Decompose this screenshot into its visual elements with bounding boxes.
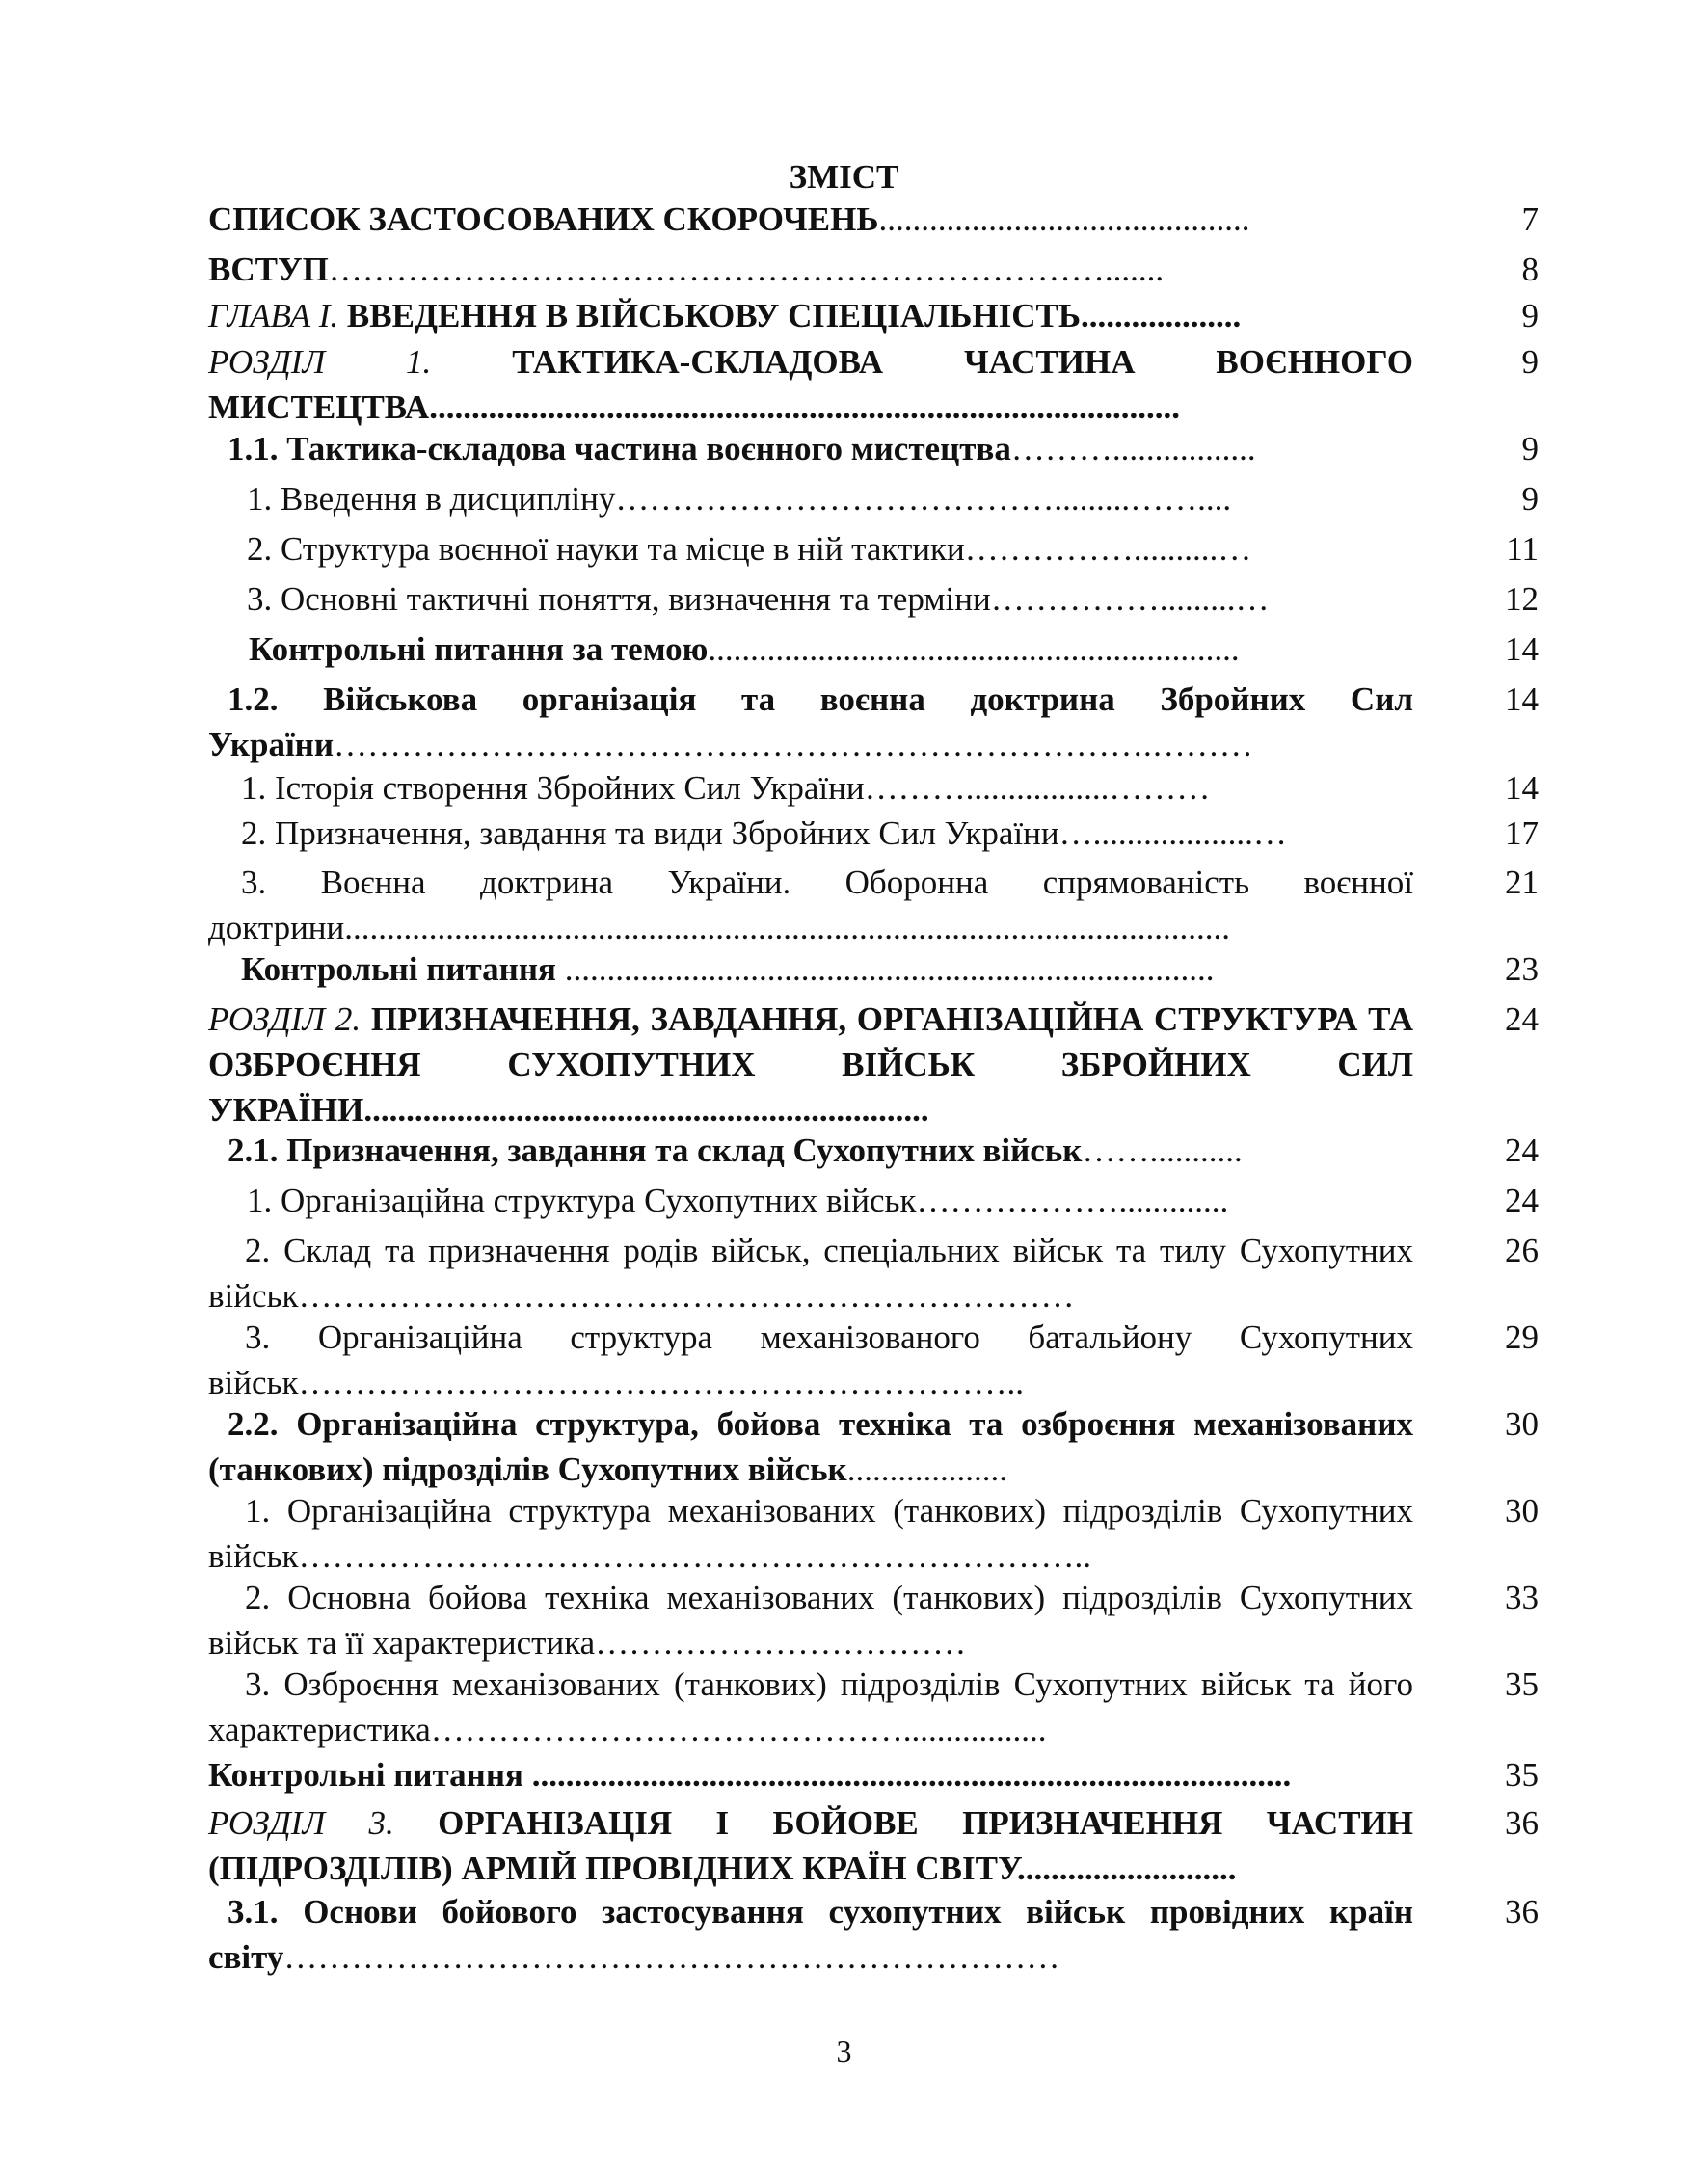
toc-entry: [241, 811, 1539, 856]
toc-leader-dots: ……………………………: [595, 1624, 967, 1662]
toc-entry: [247, 476, 1539, 521]
toc-entry-text: ТАКТИКА-СКЛАДОВА ЧАСТИНА ВОЄННОГО МИСТЕЦТВА: [208, 343, 1413, 426]
toc-entry-text: Контрольні питання: [208, 1756, 523, 1794]
toc-entry-text: Контрольні питання: [241, 950, 556, 988]
toc-page-number: 33: [1505, 1579, 1539, 1616]
toc-entry-lead: РОЗДІЛ 2.: [208, 1000, 362, 1038]
toc-entry-lead: ГЛАВА І.: [208, 297, 339, 334]
toc-entry: [208, 1662, 1539, 1752]
toc-page-number: 17: [1505, 814, 1539, 852]
toc-entry-text: 3. Організаційна структура механізованого батальйону Сухопутних військ: [208, 1318, 1413, 1401]
toc-entry: [208, 197, 1539, 242]
toc-entry-text: 3. Воєнна доктрина України. Оборонна спрямованість воєнної доктрини: [208, 864, 1413, 946]
toc-entry: [208, 1889, 1539, 1980]
toc-entry-text: 3. Основні тактичні поняття, визначення та терміни: [247, 580, 991, 618]
toc-page-number: 35: [1505, 1756, 1539, 1794]
toc-leader-dots: …...................…: [1058, 814, 1287, 852]
toc-entry-text: 2.2. Організаційна структура, бойова техніка та озброєння механізованих (танкових) підрозділів Сухопутних військ: [208, 1405, 1413, 1488]
toc-leader-dots: ..........................................................................................: [522, 1756, 1292, 1794]
toc-entry-text: 2.1. Призначення, завдання та склад Сухопутних військ: [228, 1132, 1083, 1169]
toc-page-number: 26: [1505, 1232, 1539, 1269]
toc-leader-dots: …………….........…: [990, 580, 1270, 618]
toc-leader-dots: ……….................: [1010, 430, 1256, 467]
page-number: 3: [836, 2034, 852, 2068]
toc-page-number: 30: [1505, 1405, 1539, 1443]
toc-leader-dots: ...................: [1080, 297, 1242, 334]
toc-page-number: 8: [1521, 251, 1539, 288]
toc-page-number: 9: [1521, 480, 1539, 518]
toc-leader-dots: .............................................................................: [555, 950, 1215, 988]
toc-page-number: 36: [1505, 1804, 1539, 1842]
toc-leader-dots: ……….................………: [864, 769, 1211, 807]
toc-entry-text: Контрольні питання за темою: [249, 630, 709, 668]
toc-leader-dots: ……………………………………………………………..: [298, 1537, 1091, 1575]
toc-entry-text: 2. Склад та призначення родів військ, спеціальних військ та тилу Сухопутних військ: [208, 1232, 1413, 1315]
toc-leader-dots: ………………………………………………………..: [298, 1364, 1024, 1401]
toc-leader-dots: ..........................: [1016, 1850, 1237, 1887]
toc-page-number: 14: [1505, 769, 1539, 807]
toc-entry: [249, 626, 1539, 672]
toc-page-number: 9: [1521, 297, 1539, 334]
toc-leader-dots: ……………..........…: [964, 530, 1252, 568]
toc-title: ЗМІСТ: [789, 158, 899, 196]
toc-entry: [247, 576, 1539, 622]
toc-entry: [208, 1401, 1539, 1492]
toc-entry-lead: РОЗДІЛ 3.: [208, 1804, 394, 1842]
toc-entry: [208, 997, 1539, 1132]
toc-entry-text: 2. Призначення, завдання та види Збройних Сил України: [241, 814, 1059, 852]
toc-leader-dots: ……...........: [1082, 1132, 1243, 1169]
toc-entry: [208, 677, 1539, 767]
toc-entry-text: СПИСОК ЗАСТОСОВАНИХ СКОРОЧЕНЬ: [208, 200, 879, 238]
toc-entry: [228, 426, 1539, 471]
toc-leader-dots: …………………………………………………………….......: [328, 251, 1165, 288]
toc-entry-lead: РОЗДІЛ 1.: [208, 343, 432, 381]
toc-page-number: 29: [1505, 1318, 1539, 1356]
toc-leader-dots: ...............................................................: [708, 630, 1240, 668]
toc-leader-dots: ……………………………………………………………….………: [334, 726, 1253, 763]
toc-page-number: 24: [1505, 1182, 1539, 1219]
toc-page-number: 30: [1505, 1492, 1539, 1530]
toc-entry-text: 3.1. Основи бойового застосування сухопутних військ провідних країн світу: [208, 1893, 1413, 1976]
toc-entry: [208, 293, 1539, 338]
toc-leader-dots: .........................................................................................................: [344, 909, 1231, 946]
toc-entry-text: 1.1. Тактика-складова частина воєнного мистецтва: [228, 430, 1011, 467]
toc-page-number: 12: [1505, 580, 1539, 618]
toc-entry-text: 2. Структура воєнної науки та місце в ній тактики: [247, 530, 965, 568]
toc-page-number: 23: [1505, 950, 1539, 988]
toc-page-number: 14: [1505, 630, 1539, 668]
toc-leader-dots: ……………………………………………………………: [283, 1938, 1060, 1976]
toc-leader-dots: .........................................................................................: [429, 388, 1180, 426]
toc-page-number: 11: [1506, 530, 1539, 568]
toc-leader-dots: ……………………………………………………………: [298, 1277, 1075, 1315]
toc-entry: [208, 247, 1539, 292]
toc-leader-dots: …………………………………….................: [430, 1711, 1047, 1748]
toc-page-number: 9: [1521, 430, 1539, 467]
toc-leader-dots: ……………….............: [916, 1182, 1229, 1219]
toc-entry-text: ОРГАНІЗАЦІЯ І БОЙОВЕ ПРИЗНАЧЕННЯ ЧАСТИН (ПІДРОЗДІЛІВ) АРМІЙ ПРОВІДНИХ КРАЇН СВІТУ: [208, 1804, 1414, 1887]
toc-page-number: 35: [1505, 1665, 1539, 1703]
toc-entry-text: 3. Озброєння механізованих (танкових) підрозділів Сухопутних військ та його характеристика: [208, 1665, 1413, 1748]
toc-entry-text: 1. Організаційна структура Сухопутних військ: [247, 1182, 917, 1219]
toc-page-number: 36: [1505, 1893, 1539, 1931]
toc-entry: [208, 860, 1539, 950]
toc-page-number: 7: [1521, 200, 1539, 238]
toc-entry: [228, 1128, 1539, 1173]
toc-page-number: 24: [1505, 1000, 1539, 1038]
toc-entry-text: ВСТУП: [208, 251, 329, 288]
toc-entry: [241, 765, 1539, 811]
toc-entry-text: 1. Організаційна структура механізованих (танкових) підрозділів Сухопутних військ: [208, 1492, 1413, 1575]
toc-entry: [208, 1228, 1539, 1318]
toc-entry: [208, 1488, 1539, 1579]
toc-entry: [208, 1315, 1539, 1405]
toc-entry-text: ПРИЗНАЧЕННЯ, ЗАВДАННЯ, ОРГАНІЗАЦІЙНА СТРУКТУРА ТА ОЗБРОЄННЯ СУХОПУТНИХ ВІЙСЬК ЗБРОЙНИХ СИЛ УКРАЇНИ: [208, 1000, 1413, 1129]
toc-leader-dots: ………………………………….........……....: [615, 480, 1232, 518]
toc-entry-text: 1. Історія створення Збройних Сил України: [241, 769, 865, 807]
toc-page-number: 9: [1521, 343, 1539, 381]
toc-entry: [241, 946, 1539, 992]
toc-leader-dots: ............................................: [878, 200, 1250, 238]
toc-leader-dots: ...................................................................: [363, 1091, 929, 1129]
toc-leader-dots: ...................: [846, 1451, 1007, 1488]
toc-page-number: 24: [1505, 1132, 1539, 1169]
toc-entry-text: 2. Основна бойова техніка механізованих (танкових) підрозділів Сухопутних військ та її характеристика: [208, 1579, 1413, 1662]
toc-entry: [208, 339, 1539, 430]
toc-page-number: 14: [1505, 680, 1539, 718]
toc-entry-text: ВВЕДЕННЯ В ВІЙСЬКОВУ СПЕЦІАЛЬНІСТЬ: [338, 297, 1081, 334]
toc-entry-text: 1.2. Військова організація та воєнна доктрина Збройних Сил України: [208, 680, 1413, 763]
toc-entry: [208, 1752, 1539, 1798]
toc-entry: [247, 526, 1539, 572]
toc-entry: [208, 1575, 1539, 1665]
toc-page-number: 21: [1505, 864, 1539, 901]
toc-entry: [208, 1800, 1539, 1891]
toc-entry-text: 1. Введення в дисципліну: [247, 480, 616, 518]
toc-entry: [247, 1178, 1539, 1223]
